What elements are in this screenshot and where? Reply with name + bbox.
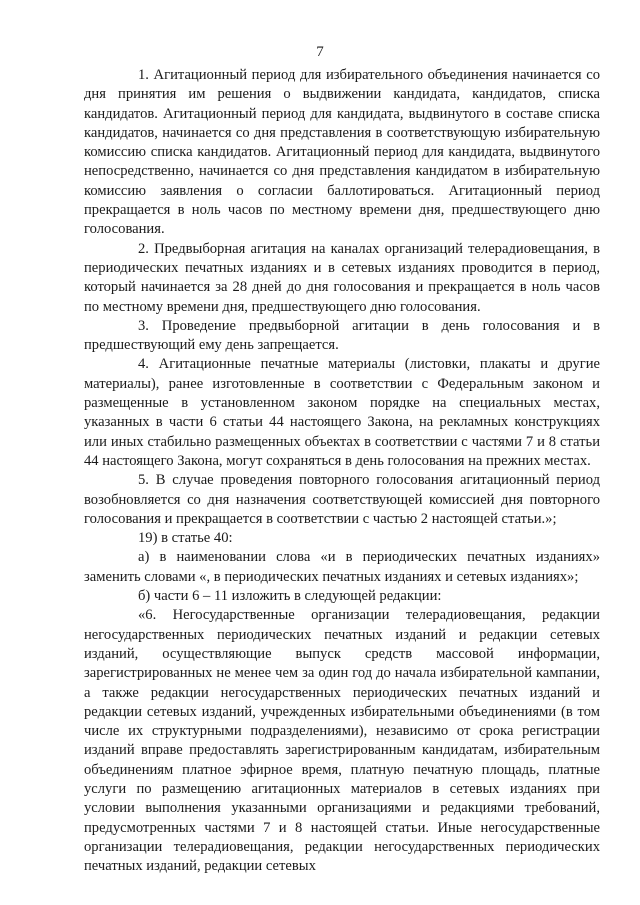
document-body: [84, 66, 600, 876]
page-number: 7: [316, 44, 324, 60]
paragraph-repeat-voting: 5. В случае проведения повторного голосования агитационный период возобновляется со дня назначения соответствующей комиссией дня повторного голосования и прекращается в соответствии с частью 2 настоящей статьи.»;: [84, 472, 600, 527]
paragraph-item-19: 19) в статье 40:: [138, 530, 233, 547]
paragraph-printed-materials: 4. Агитационные печатные материалы (листовки, плакаты и другие материалы), ранее изготовленные в соответствии с Федеральным законом и размещенные в установленном законом порядке на специальных местах, указанных в части 6 статьи 44 настоящего Закона, на рекламных конструкциях или иных стабильно размещенных объектах в соответствии с частями 7 и 8 статьи 44 настоящего Закона, могут сохраняться в день голосования на прежних местах.: [84, 356, 600, 469]
paragraph-subitem-b: б) части 6 – 11 изложить в следующей редакции:: [138, 588, 442, 605]
paragraph-campaign-period: 1. Агитационный период для избирательного объединения начинается со дня принятия им решения о выдвижении кандидата, кандидатов, списка кандидатов. Агитационный период для кандидата, выдвинутого в составе списка кандидатов, начинается со дня представления в соответствующую избирательную комиссию списка кандидатов. Агитационный период для кандидата, выдвинутого непосредственно, начинается со дня представления кандидатом в избирательную комиссию заявления о согласии баллотироваться. Агитационный период прекращается в ноль часов по местному времени дня, предшествующего дню голосования.: [84, 67, 600, 238]
paragraph-media-agitation: 2. Предвыборная агитация на каналах организаций телерадиовещания, в периодических печатных изданиях и в сетевых изданиях проводится в период, который начинается за 28 дней до дня голосования и прекращается в ноль часов по местному времени дня, предшествующего дню голосования.: [84, 240, 600, 315]
paragraph-voting-day-ban: 3. Проведение предвыборной агитации в день голосования и в предшествующий ему день запрещается.: [84, 317, 600, 354]
paragraph-part-6: «6. Негосударственные организации телерадиовещания, редакции негосударственных периодических печатных изданий и редакции сетевых изданий, осуществляющие выпуск средств массовой информации, зарегистрированных не менее чем за один год до начала избирательной кампании, а также редакции негосударственных периодических печатных изданий и редакции сетевых изданий, учрежденных избирательными объединениями (в том числе их структурными подразделениями), независимо от срока регистрации изданий вправе предоставлять зарегистрированным кандидатам, избирательным объединениям платное эфирное время, платную печатную площадь, платные услуги по размещению агитационных материалов в сетевых изданиях при условии выполнения указанными организациями и редакциями требований, предусмотренных частями 7 и 8 настоящей статьи. Иные негосударственные организации телерадиовещания, редакции негосударственных периодических печатных изданий, редакции сетевых: [84, 607, 600, 875]
paragraph-subitem-a: а) в наименовании слова «и в периодических печатных изданиях» заменить словами «, в периодических печатных изданиях и сетевых изданиях»;: [84, 549, 600, 585]
